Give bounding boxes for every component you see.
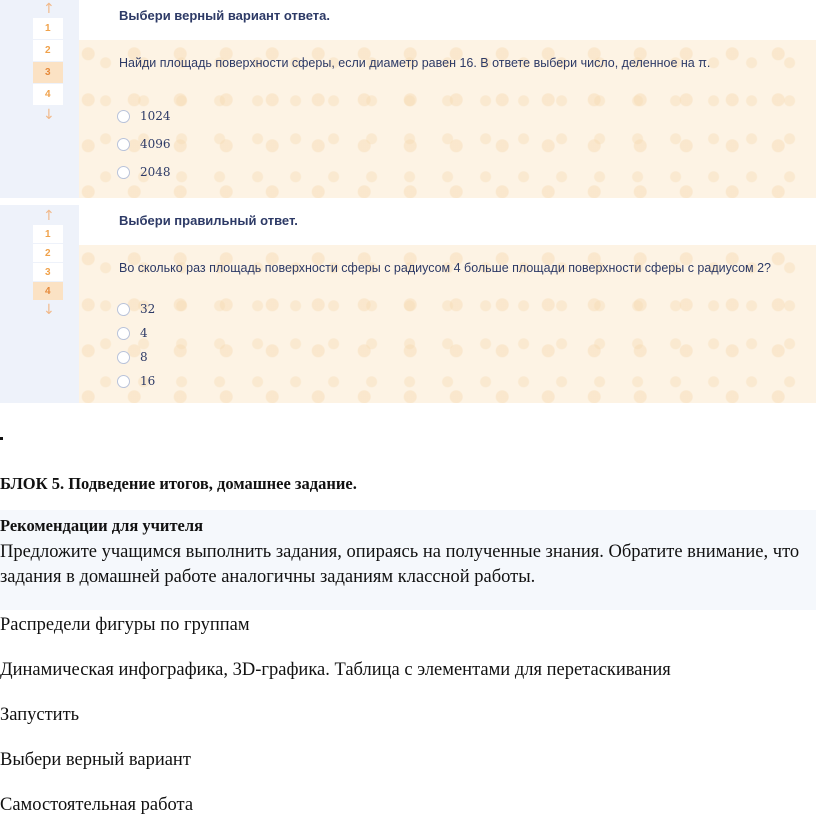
step-1[interactable]: 1 [33, 225, 63, 244]
quiz-question: Найди площадь поверхности сферы, если диаметр равен 16. В ответе выбери число, деленное на π. [119, 56, 711, 70]
answer-option[interactable] [117, 345, 155, 369]
step-up-arrow-icon[interactable]: ↑ [43, 208, 55, 224]
quiz-question: Во сколько раз площадь поверхности сферы с радиусом 4 больше площади поверхности сферы с радиусом 2? [119, 261, 772, 275]
step-3-active[interactable]: 3 [33, 62, 63, 84]
step-4[interactable]: 4 [33, 84, 63, 106]
radio-icon[interactable] [117, 303, 130, 316]
answer-label: 1024 [140, 109, 171, 123]
teacher-recommendations [0, 510, 816, 610]
step-up-arrow-icon[interactable]: ↑ [43, 1, 55, 17]
answer-option[interactable] [117, 130, 171, 158]
answer-options [117, 297, 155, 393]
quiz-body [79, 40, 816, 198]
answer-option[interactable] [117, 369, 155, 393]
quiz-body [79, 245, 816, 403]
text-line: Динамическая инфографика, 3D-графика. Таблица с элементами для перетаскивания [0, 660, 671, 680]
step-2[interactable]: 2 [33, 40, 63, 62]
answer-option[interactable] [117, 158, 171, 186]
step-3[interactable]: 3 [33, 263, 63, 282]
answer-options [117, 102, 171, 186]
recommendations-title: Рекомендации для учителя [0, 516, 204, 535]
bullet-dot [0, 437, 3, 440]
quiz-title: Выбери верный вариант ответа. [119, 8, 330, 23]
answer-option[interactable] [117, 321, 155, 345]
answer-option[interactable] [117, 297, 155, 321]
text-line: Выбери верный вариант [0, 750, 191, 770]
text-line: Самостоятельная работа [0, 795, 194, 815]
text-line: Запустить [0, 705, 80, 725]
step-down-arrow-icon[interactable]: ↓ [43, 107, 55, 123]
quiz-card-2 [0, 205, 816, 403]
radio-icon[interactable] [117, 327, 130, 340]
radio-icon[interactable] [117, 166, 130, 179]
radio-icon[interactable] [117, 110, 130, 123]
answer-label: 32 [140, 302, 156, 316]
step-4-active[interactable]: 4 [33, 282, 63, 301]
step-2[interactable]: 2 [33, 244, 63, 263]
quiz-title: Выбери правильный ответ. [119, 213, 298, 228]
answer-label: 16 [140, 374, 156, 388]
step-down-arrow-icon[interactable]: ↓ [43, 302, 55, 318]
quiz-step-sidebar [0, 205, 79, 403]
answer-option[interactable] [117, 102, 171, 130]
radio-icon[interactable] [117, 138, 130, 151]
answer-label: 2048 [140, 165, 171, 179]
step-1[interactable]: 1 [33, 18, 63, 40]
radio-icon[interactable] [117, 351, 130, 364]
quiz-header [79, 0, 816, 40]
quiz-step-sidebar [0, 0, 79, 198]
answer-label: 4096 [140, 137, 171, 151]
recommendations-text: Предложите учащимся выполнить задания, опираясь на полученные знания. Обратите внимание, что задания в домашней работе аналогичны заданиям классной работы. [0, 542, 800, 587]
quiz-card-1 [0, 0, 816, 198]
quiz-header [79, 205, 816, 245]
radio-icon[interactable] [117, 375, 130, 388]
answer-label: 4 [140, 326, 148, 340]
answer-label: 8 [140, 350, 148, 364]
text-line: Распредели фигуры по группам [0, 615, 250, 635]
block-title: БЛОК 5. Подведение итогов, домашнее задание. [0, 474, 357, 493]
